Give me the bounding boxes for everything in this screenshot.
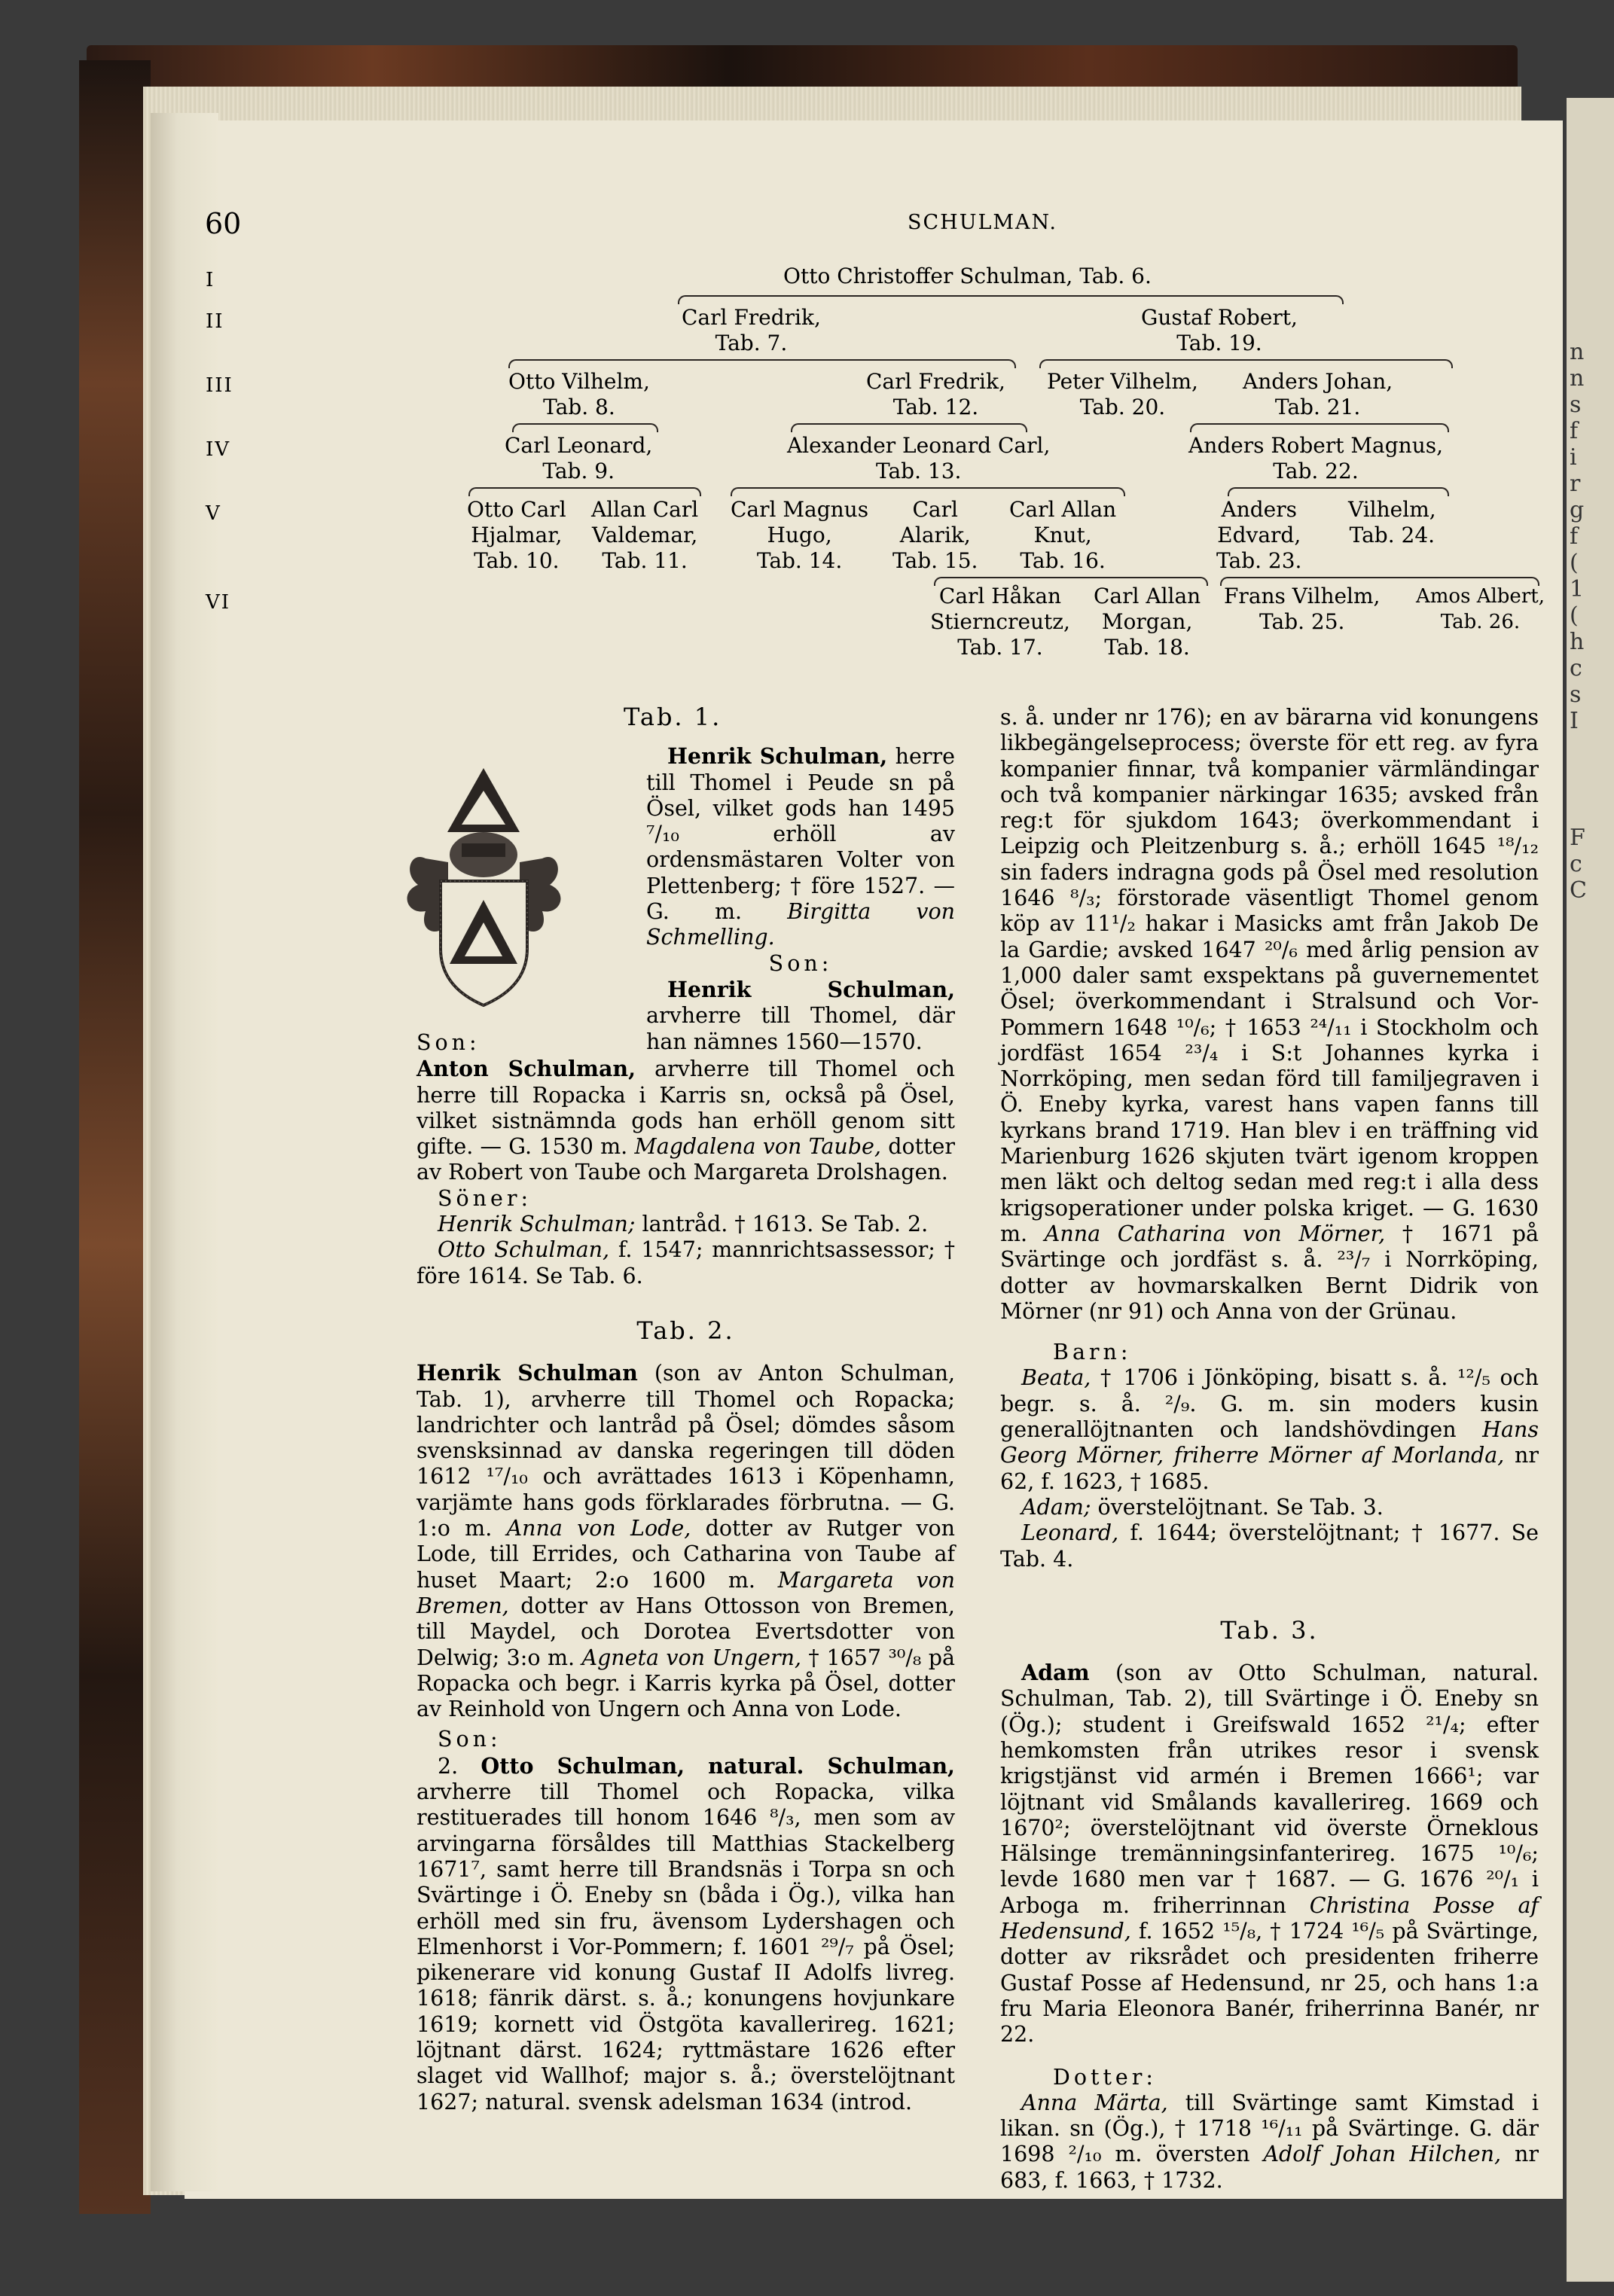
generation-label: III [206,374,233,397]
person-name: Otto Schulman, natural. Schulman, [481,1752,955,1779]
facing-page-letter: f [1570,523,1579,550]
facing-page-letter: s [1570,681,1582,708]
tree-brace [791,423,1027,432]
person-name: Henrik Schulman, [667,976,955,1002]
tree-person: Anders Johan, Tab. 21. [1243,369,1393,419]
tree-brace [512,423,658,432]
facing-page-letter: C [1570,877,1587,904]
facing-page-letter: s [1570,392,1582,418]
tree-person: Frans Vilhelm, Tab. 25. [1224,584,1381,634]
tree-person: Amos Albert, Tab. 26. [1416,585,1545,633]
facing-page-letter: ( [1570,602,1579,629]
subsection-label: Dotter: [1053,2064,1158,2090]
person-name: Adam [1021,1660,1090,1686]
tree-person: Carl Fredrik, Tab. 7. [682,305,821,355]
facing-page-letter: i [1570,444,1577,471]
generation-label: V [206,502,221,525]
section-heading: Tab. 2. [636,1316,735,1345]
subsection-label: Son: [438,1727,502,1752]
left-column: Son: Anton Schulman, arvherre till Thomel och herre till Ropacka i Karris sn, också på Ösel, vilket sistnämnda gods han erhöll genom sitt gifte. — G. 1530 m. Magdalena von Taube, dotter av Robert von Taube och Margareta Drolshagen. Söner: Henrik Schulman; lantråd. † 1613. Se Tab. 2. Otto Schulman, f. 1547; mannrichtsassessor; † före 1614. Se Tab. 6. Tab. 2. Henrik Schulman (son av Anton Schulman, Tab. 1), arvherre till Thomel och Ropacka; landrichter och lantråd på Ösel; dömdes såsom svensksinnad av danska regeringen till döden 1612 ¹⁷/₁₀ och avrättades 1613 i Köpenhamn, varjämte hans gods förklarades förbrutna. — G. 1:o m. Anna von Lode, dotter av Rutger von Lode, till Errides, och Catharina von Taube af huset Maart; 2:o 1600 m. Margareta von Bremen, dotter av Hans Ottosson von Bremen, till Maydel, och Dorotea Evertsdotter von Delwig; 3:o m. Agneta von Ungern, † 1657 ³⁰/₈ på Ropacka och begr. i Karris kyrka på Ösel, dotter av Reinhold von Ungern och Anna von Lode. Son: 2. Otto Schulman, natural. Schulman, arvherre till Thomel och Ropacka, vilka restituerades till honom 1646 ⁸/₃, men som av arvingarna försåldes till Matthias Stackelberg 1671⁷, samt herre till Brandsnäs i Torpa sn och Svärtinge i Ö. Eneby sn (båda i Ög.), vilka han erhöll med sin fru, ävensom Lydershagen och Elmenhorst i Vor-Pommern; f. 1601 ²⁹/₇ på Ösel; pikenerare vid konung Gustaf II Adolfs livreg. 1618; fänrik därst. s. å.; konungens hovjunkare 1619; kornett vid Östgöta kavallerireg. 1621; löjtnant därst. 1624; ryttmästare 1626 efter slaget vid Wallhof; major s. å.; överstelöjtnant 1627; natural. svensk adelsman 1634 (introd. [416,1030,956,2115]
right-column: s. å. under nr 176); en av bärarna vid konungens likbegängelseprocess; överste för ett reg. av fyra kompanier finnar, två kompanier värmländingar och två kompanier närkingar 1635; avsked från reg:t för sjukdom 1643; överkommendant i Leipzig och Pleitzenburg s. å.; erhöll 1645 ¹⁸/₁₂ sin faders indragna gods på Ösel med resolution 1646 ⁸/₃; förstorade väsentligt Thomel genom köp av 11¹/₂ hakar i Masicks amt från Jakob De la Gardie; avsked 1647 ²⁰/₆ med årlig pension av 1,000 daler samt exspektans på guvernementet Ösel; överkommendant i Stralsund och Vor-Pommern 1648 ¹⁰/₆; † 1653 ²⁴/₁₁ i Stockholm och jordfäst 1654 ²³/₄ i S:t Johannes kyrka i Norrköping, men sedan förd till familjegraven i Ö. Eneby kyrka, varest hans vapen fanns till kyrkans brand 1719. Han blev i en träffning vid Marienburg 1626 skjuten tvärt igenom kroppen men läkt och deltog sedan med reg:t i alla dess krigsoperationer under polska kriget. — G. 1630 m. Anna Catharina von Mörner, † 1671 på Svärtinge och jordfäst s. å. ²³/₇ i Norrköping, dotter av hovmarskalken Bernt Didrik von Mörner (nr 91) och Anna von der Grünau. Barn: Beata, † 1706 i Jönköping, bisatt s. å. ¹²/₅ och begr. s. å. ²/₉. G. m. sin moders kusin generallöjtnanten och landshövdingen Hans Georg Mörner, friherre Mörner af Morlanda, nr 62, f. 1623, † 1685. Adam; överstelöjtnant. Se Tab. 3. Leonard, f. 1644; överstelöjtnant; † 1677. Se Tab. 4. Tab. 3. Adam (son av Otto Schulman, natural. Schulman, Tab. 2), till Svärtinge i Ö. Eneby sn (Ög.); student i Greifswald 1652 ²¹/₄; efter hemkomsten från utrikes resor i svensk krigstjänst vid armén i Bremen 1666¹; var löjtnant vid Smålands kavallerireg. 1669 och 1670²; överstelöjtnant vid överste Örneklous Hälsinge tremänningsinfanterireg. 1675 ¹⁰/₆; levde 1680 men var † 1687. — G. 1676 ²⁰/₁ i Arboga m. friherrinnan Christina Posse af Hedensund, f. 1652 ¹⁵/₈, † 1724 ¹⁶/₅ på Svärtinge, dotter av riksrådet och presidenten friherre Gustaf Posse af Hedensund, nr 25, och hans 1:a fru Maria Eleonora Banér, friherrinna Banér, nr 22. Dotter: Anna Märta, till Svärtinge samt Kimstad i likan. sn (Ög.), † 1718 ¹⁶/₁₁ på Svärtinge. G. där 1698 ²/₁₀ m. översten Adolf Johan Hilchen, nr 683, f. 1663, † 1732. [1000,705,1539,2193]
tree-person: Carl Allan Knut, Tab. 16. [1009,497,1117,573]
tree-brace [1039,359,1453,368]
facing-page-edge [1567,98,1614,2282]
tree-person: Vilhelm, Tab. 24. [1348,497,1436,547]
section-heading: Tab. 1. [624,703,722,731]
facing-page-letter: h [1570,629,1585,655]
facing-page-letter: f [1570,418,1579,444]
book-spine-edge [79,60,151,2214]
page-gutter [151,113,218,2191]
tree-brace [678,295,1344,304]
person-name: Anton Schulman, [416,1056,636,1082]
tree-person: Otto Carl Hjalmar, Tab. 10. [467,497,566,573]
generation-label: II [206,310,224,333]
tree-brace [468,487,701,496]
generation-label: IV [206,438,231,461]
section-heading: Tab. 3. [1220,1615,1319,1645]
coat-of-arms-icon [395,761,572,1009]
tree-brace [1228,487,1449,496]
subsection-label: Barn: [1053,1340,1132,1365]
tree-person: Allan Carl Valdemar, Tab. 11. [591,497,699,573]
tree-person: Carl Leonard, Tab. 9. [505,433,653,483]
page-number: 60 [205,207,242,240]
tab1-intro: Tab. 1. Henrik Schulman, herre till Thomel i Peude sn på Ösel, vilket gods han 1495 ⁷/₁₀ erhöll av ordensmästaren Volter von Plettenberg; † före 1527. — G. m. Birgitta von Schmelling. Son: Henrik Schulman, arvherre till Thomel, där han nämnes 1560—1570. [624,703,955,1054]
facing-page-letter: c [1570,851,1582,877]
generation-label: VI [206,591,231,614]
facing-page-letter: F [1570,825,1585,851]
tree-person: Carl Allan Morgan, Tab. 18. [1094,584,1201,660]
tree-brace [1190,423,1449,432]
person-name: Henrik Schulman, [667,743,888,770]
facing-page-letter: n [1570,339,1585,365]
facing-page-letter: 1 [1570,576,1585,602]
facing-page-letter: c [1570,655,1582,681]
person-name: Henrik Schulman [416,1360,638,1386]
facing-page-letter: n [1570,365,1585,392]
tree-person: Gustaf Robert, Tab. 19. [1141,305,1298,355]
tree-person: Otto Christoffer Schulman, Tab. 6. [783,264,1152,288]
tree-person: Peter Vilhelm, Tab. 20. [1047,369,1198,419]
tree-person: Carl Alarik, Tab. 15. [892,497,978,573]
tree-person: Otto Vilhelm, Tab. 8. [508,369,650,419]
tree-person: Anders Robert Magnus, Tab. 22. [1188,433,1443,483]
subsection-label: Söner: [438,1185,532,1211]
subsection-label: Son: [416,1030,481,1055]
tree-person: Anders Edvard, Tab. 23. [1216,497,1302,573]
facing-page-letter: I [1570,708,1579,734]
facing-page-letter: g [1570,497,1585,523]
tree-person: Carl Magnus Hugo, Tab. 14. [731,497,869,573]
generation-label: I [206,269,215,291]
tree-brace [508,359,1016,368]
facing-page-letter: ( [1570,550,1579,576]
tree-person: Carl Fredrik, Tab. 12. [866,369,1005,419]
running-title: SCHULMAN. [908,211,1058,234]
tree-brace [731,487,1125,496]
subsection-label: Son: [768,950,833,976]
facing-page-letter: r [1570,471,1581,497]
tree-person: Carl Håkan Stierncreutz, Tab. 17. [930,584,1070,660]
tree-person: Alexander Leonard Carl, Tab. 13. [787,433,1051,483]
